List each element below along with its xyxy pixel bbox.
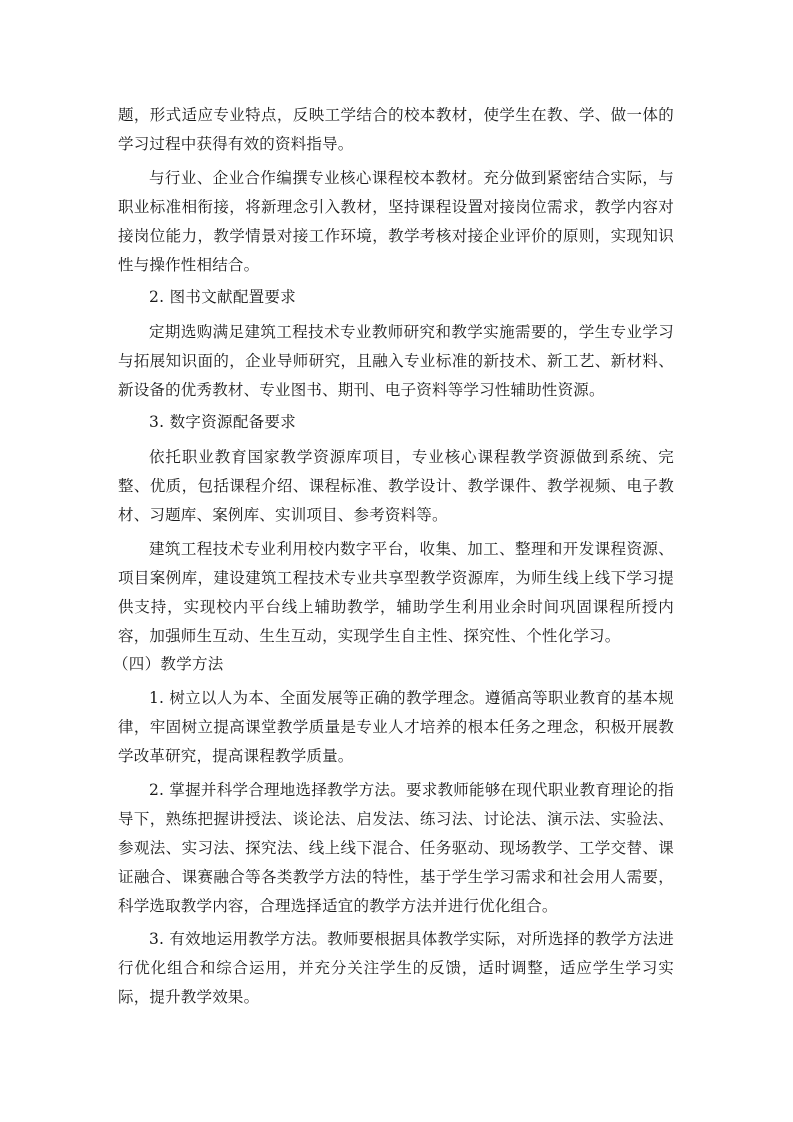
paragraph-digital-resource-library: 依托职业教育国家教学资源库项目，专业核心课程教学资源做到系统、完整、优质，包括课程介绍、课程标准、教学设计、教学课件、教学视频、电子教材、习题库、案例库、实训项目、参考资料等。 [118,448,674,524]
paragraph-textbook-continuation: 题，形式适应专业特点，反映工学结合的校本教材，使学生在教、学、做一体的学习过程中获得有效的资料指导。 [118,106,674,153]
paragraph-method-2: 2. 掌握并科学合理地选择教学方法。要求教师能够在现代职业教育理论的指导下，熟练把握讲授法、谈论法、启发法、练习法、讨论法、演示法、实验法、参观法、实习法、探究法、线上线下混合、任务驱动、现场教学、工学交替、课证融合、课赛融合等各类教学方法的特性，基于学生学习需求和社会用人需要，科学选取教学内容，合理选择适宜的教学方法并进行优化组合。 [118,781,674,915]
heading-teaching-methods: （四）教学方法 [113,655,224,673]
paragraph-book-resources: 定期选购满足建筑工程技术专业教师研究和教学实施需要的，学生专业学习与拓展知识面的，企业导师研究，且融入专业标准的新技术、新工艺、新材料、新设备的优秀教材、专业图书、期刊、电子资料等学习性辅助性资源。 [118,323,674,399]
paragraph-enterprise-cooperation: 与行业、企业合作编撰专业核心课程校本教材。充分做到紧密结合实际，与职业标准相衔接，将新理念引入教材，坚持课程设置对接岗位需求，教学内容对接岗位能力，教学情景对接工作环境，教学考核对接企业评价的原则，实现知识性与操作性相结合。 [118,169,674,274]
paragraph-method-1: 1. 树立以人为本、全面发展等正确的教学理念。遵循高等职业教育的基本规律，牢固树立提高课堂教学质量是专业人才培养的根本任务之理念，积极开展教学改革研究，提高课程教学质量。 [118,689,674,765]
heading-book-resources: 2. 图书文献配置要求 [149,288,297,306]
heading-digital-resources: 3. 数字资源配备要求 [149,413,297,431]
paragraph-method-3: 3. 有效地运用教学方法。教师要根据具体教学实际，对所选择的教学方法进行优化组合和综合运用，并充分关注学生的反馈，适时调整，适应学生学习实际，提升教学效果。 [118,930,674,1006]
paragraph-digital-platform: 建筑工程技术专业利用校内数字平台，收集、加工、整理和开发课程资源、项目案例库，建设建筑工程技术专业共享型教学资源库，为师生线上线下学习提供支持，实现校内平台线上辅助教学，辅助学生利用业余时间巩固课程所授内容，加强师生互动、生生互动，实现学生自主性、探究性、个性化学习。 [118,540,674,645]
